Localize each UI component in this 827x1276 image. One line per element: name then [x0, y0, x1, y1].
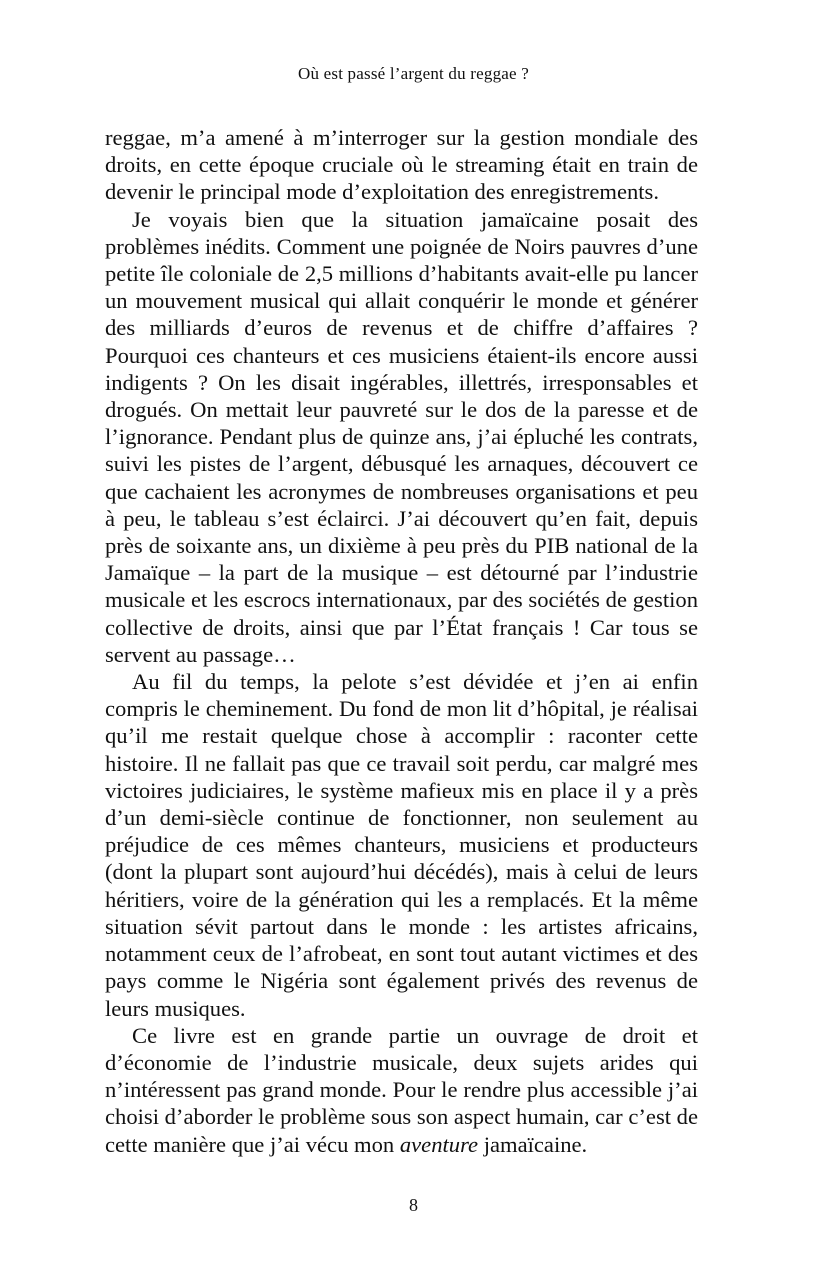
paragraph-4-text-before: Ce livre est en grande partie un ouvrage de droit et d’économie de l’industrie musicale, deux sujets arides qui n’intéressent pas grand monde. Pour le rendre plus accessible j’ai choisi d’aborder le problème sous son aspect humain, car c’est de cette manière que j’ai vécu mon	[105, 1022, 698, 1157]
paragraph-3: Au fil du temps, la pelote s’est dévidée et j’en ai enfin compris le cheminement. Du fond de mon lit d’hôpital, je réalisai qu’il me restait quelque chose à accomplir : raconter cette histoire. Il ne fallait pas que ce travail soit perdu, car malgré mes victoires judiciaires, le système mafieux mis en place il y a près d’un demi-siècle continue de fonctionner, non seulement au préjudice de ces mêmes chanteurs, musiciens et producteurs (dont la plupart sont aujourd’hui décédés), mais à celui de leurs héritiers, voire de la génération qui les a remplacés. Et la même situation sévit partout dans le monde : les artistes africains, notamment ceux de l’afrobeat, en sont tout autant victimes et des pays comme le Nigéria sont également privés des revenus de leurs musiques.	[105, 669, 698, 1021]
paragraph-2: Je voyais bien que la situation jamaïcaine posait des problèmes inédits. Comment une poignée de Noirs pauvres d’une petite île coloniale de 2,5 millions d’habitants avait-elle pu lancer un mouvement musical qui allait conquérir le monde et générer des milliards d’euros de revenus et de chiffre d’affaires ? Pourquoi ces chanteurs et ces musiciens étaient-ils encore aussi indigents ? On les disait ingérables, illettrés, irresponsables et drogués. On mettait leur pauvreté sur le dos de la paresse et de l’ignorance. Pendant plus de quinze ans, j’ai épluché les contrats, suivi les pistes de l’argent, débusqué les arnaques, découvert ce que cachaient les acronymes de nombreuses organisations et peu à peu, le tableau s’est éclairci. J’ai découvert qu’en fait, depuis près de soixante ans, un dixième à peu près du PIB national de la Jamaïque – la part de la musique – est détourné par l’industrie musicale et les escrocs internationaux, par des sociétés de gestion collective de droits, ainsi que par l’État français ! Car tous se servent au passage…	[105, 206, 698, 667]
page-number: 8	[409, 1195, 418, 1215]
paragraph-4-text-after: jamaïcaine.	[478, 1131, 588, 1157]
body-text	[105, 124, 698, 1158]
paragraph-1: reggae, m’a amené à m’interroger sur la gestion mondiale des droits, en cette époque cruciale où le streaming était en train de devenir le principal mode d’exploitation des enregistrements.	[105, 125, 698, 205]
paragraph-4	[105, 1022, 698, 1158]
running-header: Où est passé l’argent du reggae ?	[298, 64, 529, 83]
emphasized-word: aventure	[399, 1131, 479, 1157]
